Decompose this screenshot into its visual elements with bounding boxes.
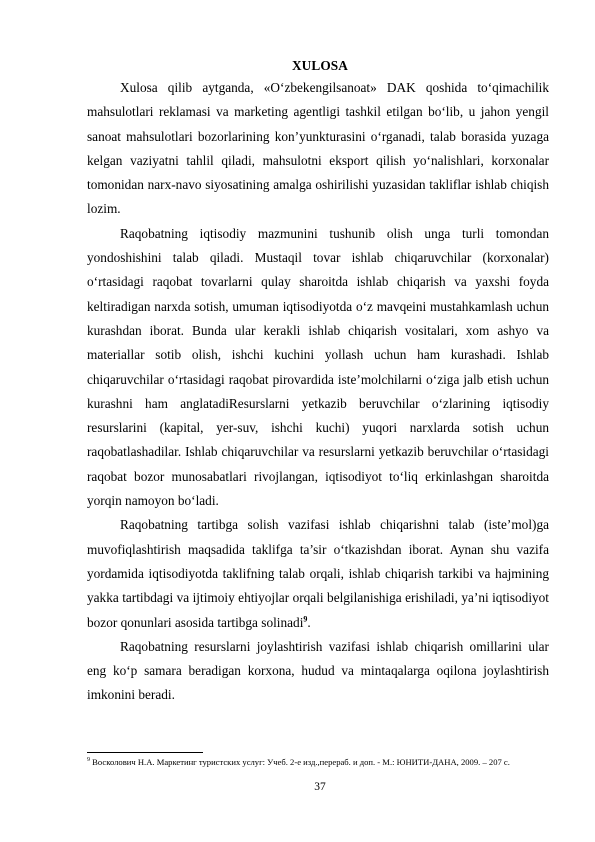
page-title: XULOSA xyxy=(291,58,348,73)
paragraph-2: Raqobatning iqtisodiy mazmunini tushunib olish unga turli tomondan yondoshishini talab qiladi. Mustaqil tovar ishlab chiqaruvchilar (korxonalar) o‘rtasidagi raqobat tovarlarni qulay sharoitda ishlab chiqarish va yaxshi foyda keltiradigan narxda sotish, umuman iqtisodiyotda o‘z mavqeini mustahkamlash uchun kurashdan iborat. Bunda ular kerakli ishlab chiqarish vositalari, xom ashyo va materiallar sotib olish, ishchi kuchini yollash uchun ham kurashadi. Ishlab chiqaruvchilar o‘rtasidagi raqobat pirovardida iste’molchilarni o‘ziga jalb etish uchun kurashni ham anglatadiResurslarni yetkazib beruvchilar o‘zlarining iqtisodiy resurslarini (kapital, yer-suv, ishchi kuchi) yuqori narxlarda sotish uchun raqobatlashadilar. Ishlab chiqaruvchilar va resurslarni yetkazib beruvchilar o‘rtasidagi raqobat bozor munosabatlari rivojlangan, iqtisodiyot to‘liq erkinlashgan sharoitda yorqin namoyon bo‘ladi. xyxy=(87,225,549,509)
paragraph-1: Xulosa qilib aytganda, «O‘zbekengilsanoat» DAK qoshida to‘qimachilik mahsulotlari reklamasi va marketing agentligi tashkil etilgan bo‘lib, u jahon yengil sanoat mahsulotlari bozorlarining kon’yunkturasini o‘rganadi, talab borasida yuzaga kelgan vaziyatni tahlil qiladi, mahsulotni eksport qilish yo‘nalishlari, korxonalar tomonidan narx-navo siyosatining amalga oshirilishi yuzasidan takliflar ishlab chiqish lozim. xyxy=(87,80,549,217)
paragraph-3: Raqobatning tartibga solish vazifasi ishlab chiqarishni talab (iste’mol)ga muvofiqlashtirish maqsadida taklifga ta’sir o‘tkazishdan iborat. Aynan shu vazifa yordamida iqtisodiyotda taklifning talab orqali, ishlab chiqarish tarkibi va hajmining yakka tartibdagi va ijtimoiy ehtiyojlar orqali belgilanishiga erishiladi, ya’ni iqtisodiyot bozor qonunlari asosida tartibga solinadi$^9$. xyxy=(87,517,549,630)
paragraph-3-text: Raqobatning tartibga solish vazifasi ishlab chiqarishni talab (iste’mol)ga muvofiqlashtirish maqsadida taklifga ta’sir o‘tkazishdan iborat. Aynan shu vazifa yordamida iqtisodiyotda taklifning talab orqali, ishlab chiqarish tarkibi va hajmining yakka tartibdagi va ijtimoiy ehtiyojlar orqali belgilanishiga erishiladi, ya’ni iqtisodiyot bozor qonunlari asosida tartibga solinadi xyxy=(87,517,549,630)
footnote-divider xyxy=(87,752,203,753)
footnote-text: Восколович Н.А. Маркетинг туристских услуг: Учеб. 2-е изд.,перераб. и доп. - М.: ЮНИТИ-ДАНА, 2009. – 207 с. xyxy=(90,757,510,767)
footnote-number: 9 xyxy=(87,757,90,764)
body-text xyxy=(87,76,549,708)
page-number: 37 xyxy=(314,781,326,793)
footnote-reference[interactable]: 9 xyxy=(303,614,308,624)
footnote xyxy=(87,756,549,768)
paragraph-4: Raqobatning resurslarni joylashtirish vazifasi ishlab chiqarish omillarini ular eng ko‘p samara beradigan korxona, hudud va mintaqalarga oqilona joylashtirish imkonini beradi. xyxy=(87,638,549,703)
